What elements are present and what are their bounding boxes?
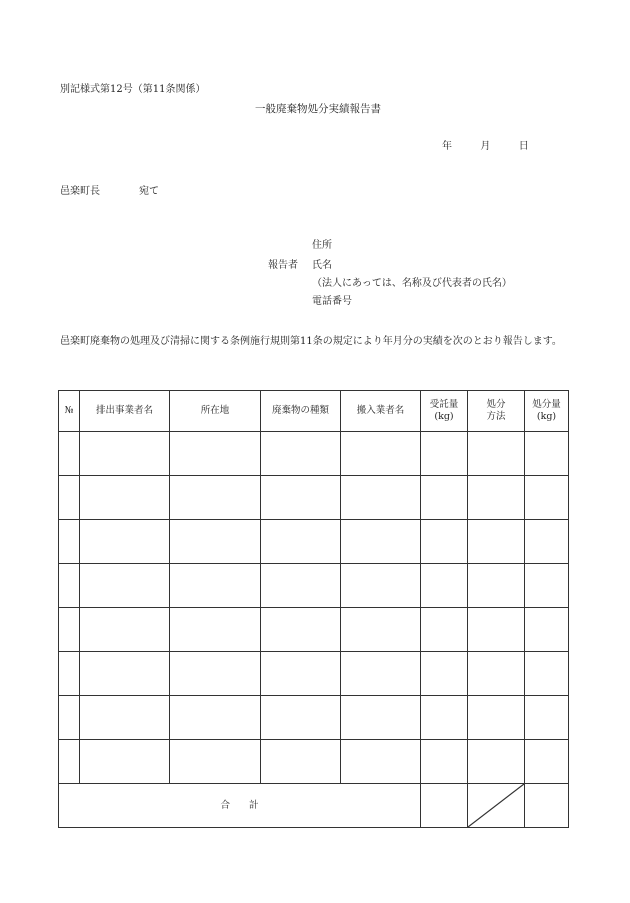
- cell-disposal-amount[interactable]: [525, 520, 569, 564]
- header-received-amount: [421, 391, 468, 432]
- cell-waste-type[interactable]: [261, 564, 341, 608]
- cell-disposal-amount[interactable]: [525, 476, 569, 520]
- cell-waste-type[interactable]: [261, 520, 341, 564]
- header-no: №: [59, 391, 80, 432]
- cell-disposal-amount[interactable]: [525, 696, 569, 740]
- cell-method[interactable]: [468, 476, 525, 520]
- cell-waste-type[interactable]: [261, 696, 341, 740]
- table-row: [59, 476, 569, 520]
- cell-received-amount[interactable]: [421, 740, 468, 784]
- cell-no[interactable]: [59, 476, 80, 520]
- table-header-row: [59, 391, 569, 432]
- cell-no[interactable]: [59, 608, 80, 652]
- cell-method[interactable]: [468, 652, 525, 696]
- cell-carrier[interactable]: [341, 740, 421, 784]
- cell-method[interactable]: [468, 432, 525, 476]
- cell-location[interactable]: [170, 696, 261, 740]
- cell-discharger[interactable]: [80, 740, 170, 784]
- reporter-address-label: 住所: [312, 240, 332, 251]
- diagonal-slash-line: [468, 784, 524, 827]
- cell-waste-type[interactable]: [261, 432, 341, 476]
- cell-location[interactable]: [170, 564, 261, 608]
- cell-received-amount[interactable]: [421, 564, 468, 608]
- table-row: [59, 740, 569, 784]
- statement-year: 年: [382, 336, 393, 347]
- cell-received-amount[interactable]: [421, 696, 468, 740]
- reporter-name-note: （法人にあっては、名称及び代表者の氏名）: [312, 278, 512, 289]
- cell-disposal-amount[interactable]: [525, 740, 569, 784]
- reporter-name-label: 氏名: [312, 260, 332, 271]
- cell-no[interactable]: [59, 740, 80, 784]
- cell-carrier[interactable]: [341, 432, 421, 476]
- cell-discharger[interactable]: [80, 476, 170, 520]
- cell-disposal-amount[interactable]: [525, 652, 569, 696]
- cell-received-amount[interactable]: [421, 608, 468, 652]
- cell-carrier[interactable]: [341, 476, 421, 520]
- reporter-phone-label: 電話番号: [312, 296, 352, 307]
- cell-carrier[interactable]: [341, 520, 421, 564]
- table-row: [59, 652, 569, 696]
- cell-discharger[interactable]: [80, 432, 170, 476]
- cell-waste-type[interactable]: [261, 740, 341, 784]
- cell-location[interactable]: [170, 652, 261, 696]
- cell-no[interactable]: [59, 564, 80, 608]
- addressee-name: 邑楽町長: [60, 186, 100, 197]
- header-carrier: 搬入業者名: [341, 391, 421, 432]
- cell-received-amount[interactable]: [421, 652, 468, 696]
- form-number: 別記様式第12号（第11条関係）: [60, 84, 206, 95]
- disposal-results-table: [58, 390, 569, 828]
- cell-no[interactable]: [59, 652, 80, 696]
- cell-discharger[interactable]: [80, 696, 170, 740]
- document-title: 一般廃棄物処分実績報告書: [255, 103, 381, 115]
- header-received-amount-unit: (kg): [434, 411, 454, 422]
- cell-disposal-amount[interactable]: [525, 608, 569, 652]
- table-row: [59, 608, 569, 652]
- header-discharger: 排出事業者名: [80, 391, 170, 432]
- cell-carrier[interactable]: [341, 696, 421, 740]
- header-disposal-amount-unit: (kg): [536, 411, 557, 422]
- total-method-cell-slashed: [468, 784, 525, 828]
- table-total-row: [59, 784, 569, 828]
- header-method: [468, 391, 525, 432]
- cell-location[interactable]: [170, 608, 261, 652]
- date-line: [442, 141, 529, 153]
- header-method-line1: 処分: [486, 399, 506, 410]
- cell-waste-type[interactable]: [261, 652, 341, 696]
- cell-discharger[interactable]: [80, 520, 170, 564]
- cell-no[interactable]: [59, 432, 80, 476]
- cell-carrier[interactable]: [341, 608, 421, 652]
- statement-part1: 邑楽町廃棄物の処理及び清掃に関する条例施行規則第11条の規定により: [60, 336, 383, 347]
- cell-no[interactable]: [59, 520, 80, 564]
- cell-no[interactable]: [59, 696, 80, 740]
- date-year: 年: [442, 141, 452, 152]
- total-disposal-cell[interactable]: [525, 784, 569, 828]
- cell-method[interactable]: [468, 520, 525, 564]
- table-row: [59, 432, 569, 476]
- table-row: [59, 520, 569, 564]
- cell-method[interactable]: [468, 608, 525, 652]
- cell-waste-type[interactable]: [261, 476, 341, 520]
- cell-method[interactable]: [468, 696, 525, 740]
- cell-location[interactable]: [170, 520, 261, 564]
- total-label: 合 計: [59, 784, 421, 828]
- date-month: 月: [480, 141, 491, 152]
- cell-waste-type[interactable]: [261, 608, 341, 652]
- cell-disposal-amount[interactable]: [525, 432, 569, 476]
- cell-discharger[interactable]: [80, 652, 170, 696]
- cell-discharger[interactable]: [80, 608, 170, 652]
- cell-discharger[interactable]: [80, 564, 170, 608]
- table-row: [59, 696, 569, 740]
- header-location: 所在地: [170, 391, 261, 432]
- header-received-amount-label: 受託量: [429, 399, 459, 410]
- header-disposal-amount-label: 処分量: [532, 399, 561, 410]
- cell-carrier[interactable]: [341, 564, 421, 608]
- cell-carrier[interactable]: [341, 652, 421, 696]
- date-day: 日: [518, 141, 529, 152]
- cell-location[interactable]: [170, 432, 261, 476]
- cell-disposal-amount[interactable]: [525, 564, 569, 608]
- statement-part2: 月分の実績を次のとおり報告します。: [392, 336, 562, 347]
- header-method-line2: 方法: [486, 411, 506, 422]
- cell-method[interactable]: [468, 564, 525, 608]
- cell-method[interactable]: [468, 740, 525, 784]
- cell-location[interactable]: [170, 476, 261, 520]
- header-disposal-amount: [525, 391, 569, 432]
- total-received-cell[interactable]: [421, 784, 468, 828]
- reporter-label: 報告者: [268, 260, 298, 271]
- table-row: [59, 564, 569, 608]
- cell-received-amount[interactable]: [421, 520, 468, 564]
- cell-received-amount[interactable]: [421, 476, 468, 520]
- cell-location[interactable]: [170, 740, 261, 784]
- cell-received-amount[interactable]: [421, 432, 468, 476]
- header-waste-type: 廃棄物の種類: [261, 391, 341, 432]
- addressee-suffix: 宛て: [139, 186, 159, 197]
- report-statement: [60, 333, 568, 351]
